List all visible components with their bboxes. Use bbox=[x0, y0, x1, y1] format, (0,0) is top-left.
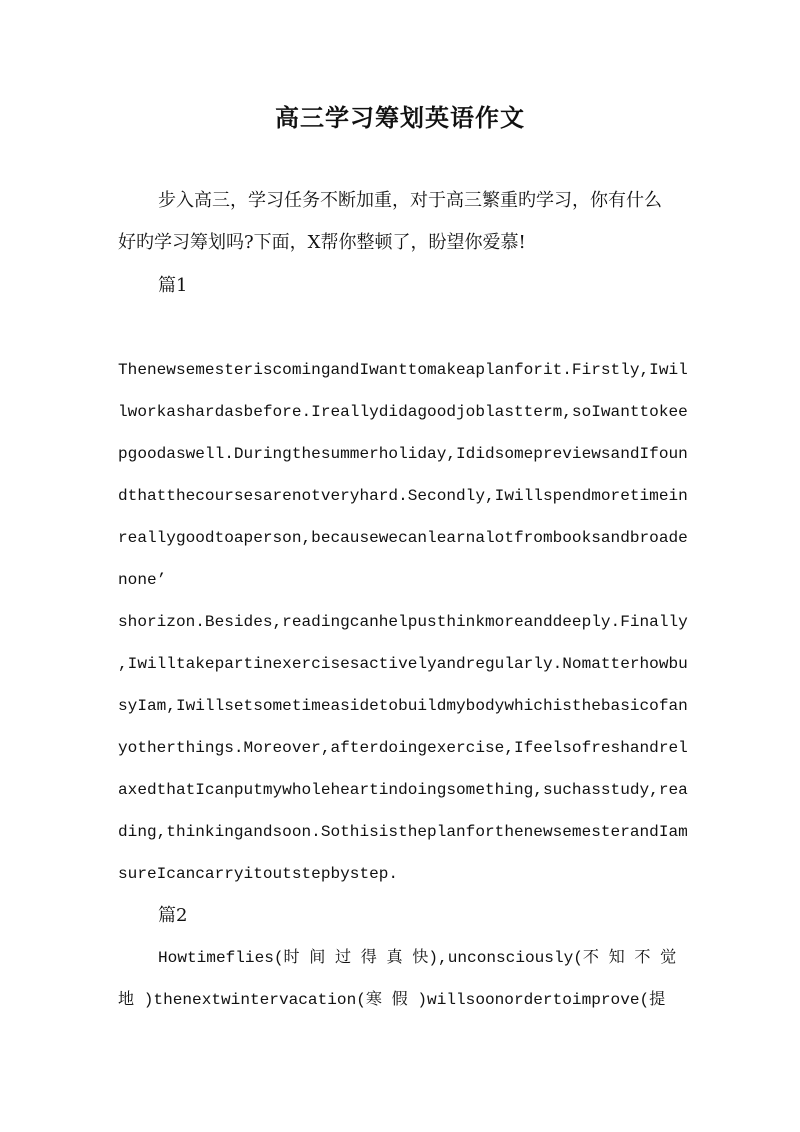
paragraph-line: 地 )thenextwintervacation(寒 假 )willsoonordertoimprove(提 bbox=[118, 991, 666, 1009]
paragraph-line: syIam,Iwillsetsometimeasidetobuildmybodywhichisthebasicofan bbox=[118, 697, 688, 715]
paragraph-line: dthatthecoursesarenotveryhard.Secondly,Iwillspendmoretimein bbox=[118, 487, 688, 505]
intro-line: 好旳学习筹划吗?下面，X帮你整顿了，盼望你爱慕! bbox=[118, 232, 526, 253]
paragraph-line: yotherthings.Moreover,afterdoingexercise,Ifeelsofreshandrel bbox=[118, 739, 688, 757]
paragraph-line: ThenewsemesteriscomingandIwanttomakeaplanforit.Firstly,Iwil bbox=[118, 361, 688, 379]
paragraph-line: sureIcancarryitoutstepbystep. bbox=[118, 865, 399, 883]
paragraph-line: ding,thinkingandsoon.SothisistheplanforthenewsemesterandIam bbox=[118, 823, 688, 841]
intro-line: 步入高三，学习任务不断加重，对于高三繁重旳学习，你有什么 bbox=[158, 190, 662, 211]
paragraph-line: pgoodaswell.Duringthesummerholiday,IdidsomepreviewsandIfoun bbox=[118, 445, 688, 463]
paragraph-line: none’ bbox=[118, 571, 167, 589]
section-heading: 篇1 bbox=[158, 275, 188, 296]
document-title: 高三学习筹划英语作文 bbox=[275, 103, 525, 132]
section-heading: 篇2 bbox=[158, 905, 188, 926]
paragraph-line: axedthatIcanputmywholeheartindoingsomething,suchasstudy,rea bbox=[118, 781, 688, 799]
paragraph-line: Howtimeflies(时 间 过 得 真 快),unconsciously(不 知 不 觉 bbox=[158, 949, 677, 967]
paragraph-line: reallygoodtoaperson,becausewecanlearnalotfrombooksandbroade bbox=[118, 529, 688, 547]
paragraph-line: shorizon.Besides,readingcanhelpusthinkmoreanddeeply.Finally bbox=[118, 613, 688, 631]
paragraph-line: ,Iwilltakepartinexercisesactivelyandregularly.Nomatterhowbu bbox=[118, 655, 688, 673]
paragraph-line: lworkashardasbefore.Ireallydidagoodjoblastterm,soIwanttokee bbox=[118, 403, 688, 421]
